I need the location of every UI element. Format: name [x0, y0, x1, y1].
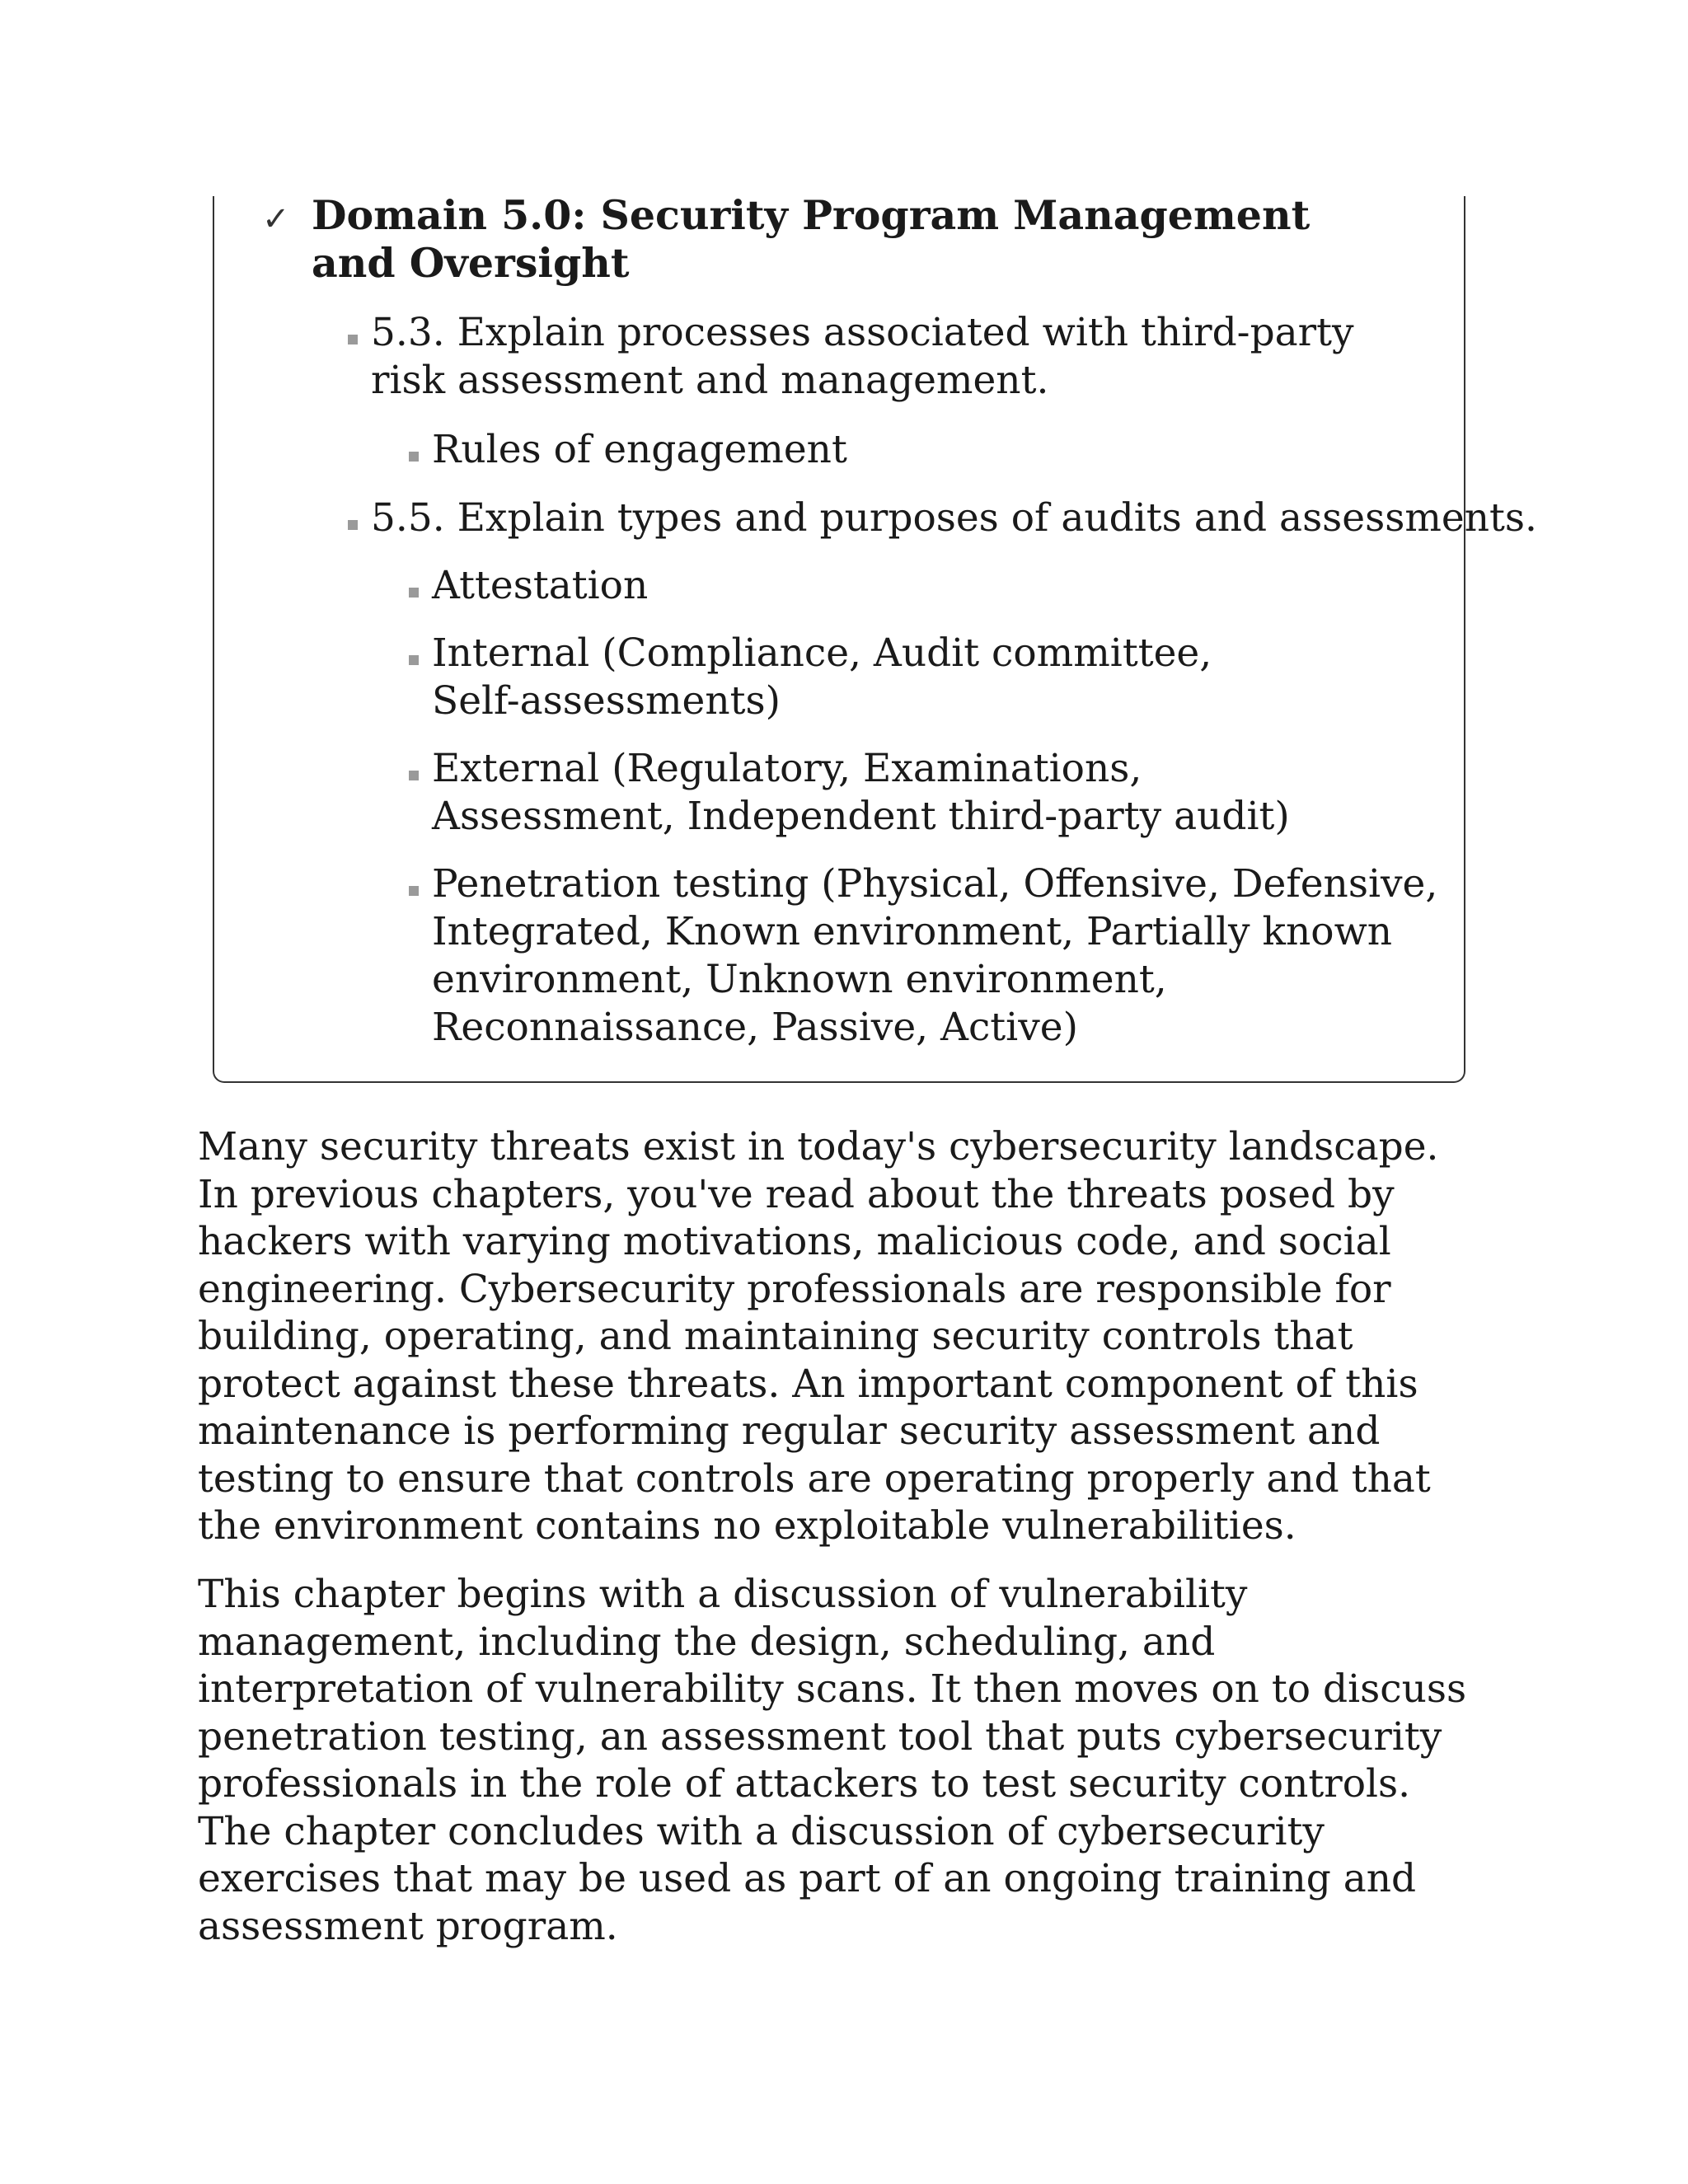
subitem-external: External (Regulatory, Examinations, Assessment, Independent third-party audit) — [432, 746, 1290, 839]
objective-item-5-5: 5.5. Explain types and purposes of audits and assessments. — [371, 495, 1537, 541]
intro-paragraph-1 — [198, 1123, 1484, 1550]
bullet-icon — [409, 655, 419, 665]
bullet-icon — [348, 520, 358, 530]
objective-item-5-3: 5.3. Explain processes associated with third-party risk assessment and management. — [371, 310, 1354, 403]
bullet-icon — [409, 588, 419, 598]
paragraph-text: Many security threats exist in today's cybersecurity landscape. In previous chapters, you've read about the threats posed by hackers with varying motivations, malicious code, and social engineering. Cybersecurity professionals are responsible for building, operating, and maintaining security controls that protect against these threats. An important component of this maintenance is performing regular security assessment and testing to ensure that controls are operating properly and that the environment contains no exploitable vulnerabilities. — [198, 1124, 1439, 1549]
subitem-internal: Internal (Compliance, Audit committee, Self-assessments) — [432, 630, 1212, 724]
checkmark-icon: ✓ — [262, 200, 290, 238]
bullet-icon — [409, 886, 419, 896]
domain-title: Domain 5.0: Security Program Management and Oversight — [312, 191, 1311, 287]
paragraph-text: This chapter begins with a discussion of vulnerability management, including the design, scheduling, and interpretation of vulnerability scans. It then moves on to discuss penetration testing, an assessment tool that puts cybersecurity professionals in the role of attackers to test security controls. The chapter concludes with a discussion of cybersecurity exercises that may be used as part of an ongoing training and assessment program. — [198, 1572, 1467, 1949]
subitem-rules-of-engagement: Rules of engagement — [432, 427, 847, 472]
intro-paragraph-2 — [198, 1571, 1484, 1950]
bullet-icon — [348, 335, 358, 344]
bullet-icon — [409, 771, 419, 780]
subitem-attestation: Attestation — [432, 563, 649, 608]
subitem-penetration-testing: Penetration testing (Physical, Offensive, Defensive, Integrated, Known environment, Partially known environment, Unknown environment, Reconnaissance, Passive, Active) — [432, 861, 1438, 1050]
bullet-icon — [409, 452, 419, 462]
